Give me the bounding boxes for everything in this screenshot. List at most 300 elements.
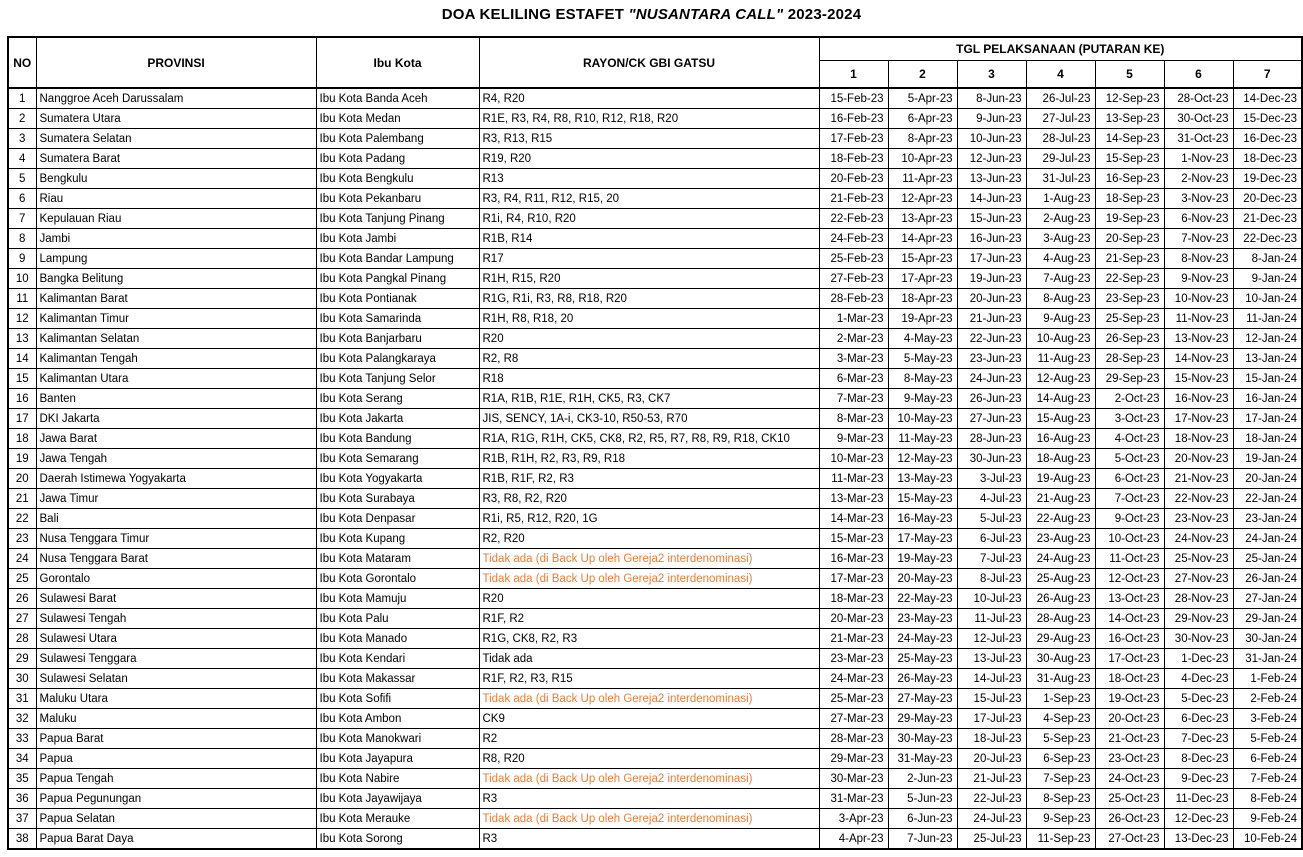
header-putaran-7: 7 (1233, 61, 1302, 89)
cell-rayon: R2, R20 (479, 529, 819, 549)
cell-date-putaran-3: 17-Jun-23 (957, 249, 1026, 269)
table-row (8, 169, 1302, 189)
cell-date-putaran-5: 23-Oct-23 (1095, 749, 1164, 769)
cell-date-putaran-3: 13-Jun-23 (957, 169, 1026, 189)
cell-no: 16 (8, 389, 36, 409)
cell-provinsi: Nanggroe Aceh Darussalam (36, 88, 316, 109)
cell-date-putaran-3: 10-Jun-23 (957, 129, 1026, 149)
cell-date-putaran-1: 11-Mar-23 (819, 469, 888, 489)
cell-date-putaran-2: 25-May-23 (888, 649, 957, 669)
cell-provinsi: Maluku Utara (36, 689, 316, 709)
cell-ibu-kota: Ibu Kota Bengkulu (316, 169, 479, 189)
table-row (8, 469, 1302, 489)
cell-date-putaran-4: 26-Aug-23 (1026, 589, 1095, 609)
table-row (8, 269, 1302, 289)
cell-date-putaran-2: 4-May-23 (888, 329, 957, 349)
cell-date-putaran-5: 24-Oct-23 (1095, 769, 1164, 789)
cell-date-putaran-2: 10-Apr-23 (888, 149, 957, 169)
cell-date-putaran-7: 13-Jan-24 (1233, 349, 1302, 369)
cell-provinsi: Sumatera Selatan (36, 129, 316, 149)
cell-date-putaran-4: 11-Aug-23 (1026, 349, 1095, 369)
cell-provinsi: Papua Tengah (36, 769, 316, 789)
table-row (8, 189, 1302, 209)
cell-date-putaran-5: 11-Oct-23 (1095, 549, 1164, 569)
cell-date-putaran-4: 1-Aug-23 (1026, 189, 1095, 209)
cell-date-putaran-3: 16-Jun-23 (957, 229, 1026, 249)
cell-date-putaran-5: 22-Sep-23 (1095, 269, 1164, 289)
cell-date-putaran-1: 7-Mar-23 (819, 389, 888, 409)
cell-date-putaran-6: 28-Nov-23 (1164, 589, 1233, 609)
cell-date-putaran-5: 2-Oct-23 (1095, 389, 1164, 409)
cell-date-putaran-1: 15-Mar-23 (819, 529, 888, 549)
cell-no: 23 (8, 529, 36, 549)
cell-date-putaran-7: 19-Dec-23 (1233, 169, 1302, 189)
cell-date-putaran-3: 30-Jun-23 (957, 449, 1026, 469)
cell-no: 18 (8, 429, 36, 449)
cell-date-putaran-2: 7-Jun-23 (888, 829, 957, 850)
cell-date-putaran-3: 8-Jul-23 (957, 569, 1026, 589)
cell-ibu-kota: Ibu Kota Palangkaraya (316, 349, 479, 369)
table-row (8, 389, 1302, 409)
cell-ibu-kota: Ibu Kota Kendari (316, 649, 479, 669)
cell-date-putaran-7: 24-Jan-24 (1233, 529, 1302, 549)
cell-date-putaran-2: 10-May-23 (888, 409, 957, 429)
cell-date-putaran-6: 8-Nov-23 (1164, 249, 1233, 269)
cell-ibu-kota: Ibu Kota Surabaya (316, 489, 479, 509)
table-row (8, 289, 1302, 309)
header-putaran-1: 1 (819, 61, 888, 89)
cell-date-putaran-1: 3-Mar-23 (819, 349, 888, 369)
cell-date-putaran-4: 31-Jul-23 (1026, 169, 1095, 189)
cell-date-putaran-4: 21-Aug-23 (1026, 489, 1095, 509)
cell-date-putaran-6: 1-Nov-23 (1164, 149, 1233, 169)
table-header (8, 37, 1302, 88)
cell-ibu-kota: Ibu Kota Yogyakarta (316, 469, 479, 489)
cell-no: 37 (8, 809, 36, 829)
cell-date-putaran-7: 25-Jan-24 (1233, 549, 1302, 569)
cell-rayon: R1H, R8, R18, 20 (479, 309, 819, 329)
cell-date-putaran-5: 28-Sep-23 (1095, 349, 1164, 369)
table-row (8, 149, 1302, 169)
cell-rayon: R18 (479, 369, 819, 389)
cell-date-putaran-4: 2-Aug-23 (1026, 209, 1095, 229)
cell-date-putaran-2: 5-May-23 (888, 349, 957, 369)
cell-date-putaran-7: 10-Feb-24 (1233, 829, 1302, 850)
cell-date-putaran-4: 11-Sep-23 (1026, 829, 1095, 850)
cell-rayon: R8, R20 (479, 749, 819, 769)
cell-date-putaran-5: 27-Oct-23 (1095, 829, 1164, 850)
cell-date-putaran-7: 29-Jan-24 (1233, 609, 1302, 629)
cell-date-putaran-6: 9-Dec-23 (1164, 769, 1233, 789)
cell-provinsi: Sulawesi Barat (36, 589, 316, 609)
cell-provinsi: Papua Barat Daya (36, 829, 316, 850)
cell-ibu-kota: Ibu Kota Medan (316, 109, 479, 129)
cell-date-putaran-5: 5-Oct-23 (1095, 449, 1164, 469)
cell-no: 9 (8, 249, 36, 269)
cell-rayon: R20 (479, 329, 819, 349)
cell-provinsi: Nusa Tenggara Timur (36, 529, 316, 549)
cell-date-putaran-4: 25-Aug-23 (1026, 569, 1095, 589)
cell-date-putaran-4: 5-Sep-23 (1026, 729, 1095, 749)
cell-date-putaran-3: 14-Jun-23 (957, 189, 1026, 209)
page-title (0, 0, 1303, 23)
cell-date-putaran-6: 29-Nov-23 (1164, 609, 1233, 629)
cell-date-putaran-7: 31-Jan-24 (1233, 649, 1302, 669)
cell-date-putaran-3: 5-Jul-23 (957, 509, 1026, 529)
cell-date-putaran-3: 19-Jun-23 (957, 269, 1026, 289)
cell-date-putaran-1: 4-Apr-23 (819, 829, 888, 850)
cell-date-putaran-6: 31-Oct-23 (1164, 129, 1233, 149)
cell-rayon: CK9 (479, 709, 819, 729)
cell-ibu-kota: Ibu Kota Manokwari (316, 729, 479, 749)
cell-date-putaran-2: 16-May-23 (888, 509, 957, 529)
cell-date-putaran-6: 23-Nov-23 (1164, 509, 1233, 529)
table-row (8, 749, 1302, 769)
cell-date-putaran-7: 9-Jan-24 (1233, 269, 1302, 289)
header-row-top (8, 37, 1302, 61)
cell-date-putaran-6: 12-Dec-23 (1164, 809, 1233, 829)
cell-date-putaran-1: 28-Mar-23 (819, 729, 888, 749)
cell-date-putaran-3: 7-Jul-23 (957, 549, 1026, 569)
cell-date-putaran-2: 13-May-23 (888, 469, 957, 489)
table-row (8, 409, 1302, 429)
cell-no: 36 (8, 789, 36, 809)
cell-date-putaran-2: 6-Apr-23 (888, 109, 957, 129)
cell-date-putaran-6: 18-Nov-23 (1164, 429, 1233, 449)
cell-no: 27 (8, 609, 36, 629)
table-row (8, 669, 1302, 689)
cell-date-putaran-1: 31-Mar-23 (819, 789, 888, 809)
cell-date-putaran-1: 13-Mar-23 (819, 489, 888, 509)
cell-rayon: R1A, R1G, R1H, CK5, CK8, R2, R5, R7, R8, R9, R18, CK10 (479, 429, 819, 449)
cell-date-putaran-5: 15-Sep-23 (1095, 149, 1164, 169)
cell-date-putaran-2: 9-May-23 (888, 389, 957, 409)
cell-date-putaran-5: 16-Sep-23 (1095, 169, 1164, 189)
cell-date-putaran-7: 15-Jan-24 (1233, 369, 1302, 389)
cell-date-putaran-6: 10-Nov-23 (1164, 289, 1233, 309)
cell-rayon: R19, R20 (479, 149, 819, 169)
cell-date-putaran-2: 19-May-23 (888, 549, 957, 569)
table-row (8, 88, 1302, 109)
cell-date-putaran-1: 8-Mar-23 (819, 409, 888, 429)
cell-provinsi: Kalimantan Timur (36, 309, 316, 329)
cell-date-putaran-4: 14-Aug-23 (1026, 389, 1095, 409)
cell-date-putaran-2: 5-Jun-23 (888, 789, 957, 809)
cell-date-putaran-6: 5-Dec-23 (1164, 689, 1233, 709)
cell-no: 2 (8, 109, 36, 129)
cell-date-putaran-7: 5-Feb-24 (1233, 729, 1302, 749)
cell-date-putaran-2: 6-Jun-23 (888, 809, 957, 829)
cell-date-putaran-1: 9-Mar-23 (819, 429, 888, 449)
cell-date-putaran-1: 6-Mar-23 (819, 369, 888, 389)
cell-ibu-kota: Ibu Kota Pekanbaru (316, 189, 479, 209)
cell-rayon: R1G, CK8, R2, R3 (479, 629, 819, 649)
cell-date-putaran-3: 26-Jun-23 (957, 389, 1026, 409)
cell-date-putaran-4: 4-Aug-23 (1026, 249, 1095, 269)
cell-rayon: R13 (479, 169, 819, 189)
cell-ibu-kota: Ibu Kota Jakarta (316, 409, 479, 429)
cell-date-putaran-6: 20-Nov-23 (1164, 449, 1233, 469)
cell-date-putaran-7: 19-Jan-24 (1233, 449, 1302, 469)
cell-date-putaran-3: 4-Jul-23 (957, 489, 1026, 509)
title-suffix: 2023-2024 (783, 6, 862, 23)
cell-date-putaran-5: 19-Sep-23 (1095, 209, 1164, 229)
cell-rayon: R1A, R1B, R1E, R1H, CK5, R3, CK7 (479, 389, 819, 409)
cell-date-putaran-5: 13-Oct-23 (1095, 589, 1164, 609)
cell-date-putaran-1: 10-Mar-23 (819, 449, 888, 469)
cell-date-putaran-4: 29-Aug-23 (1026, 629, 1095, 649)
cell-date-putaran-3: 21-Jun-23 (957, 309, 1026, 329)
cell-no: 7 (8, 209, 36, 229)
cell-date-putaran-7: 2-Feb-24 (1233, 689, 1302, 709)
cell-date-putaran-3: 28-Jun-23 (957, 429, 1026, 449)
table-row (8, 429, 1302, 449)
table-row (8, 369, 1302, 389)
cell-date-putaran-5: 12-Oct-23 (1095, 569, 1164, 589)
cell-date-putaran-6: 22-Nov-23 (1164, 489, 1233, 509)
cell-date-putaran-1: 24-Feb-23 (819, 229, 888, 249)
cell-provinsi: Bali (36, 509, 316, 529)
cell-date-putaran-4: 8-Aug-23 (1026, 289, 1095, 309)
cell-date-putaran-5: 14-Sep-23 (1095, 129, 1164, 149)
cell-date-putaran-3: 15-Jul-23 (957, 689, 1026, 709)
cell-no: 8 (8, 229, 36, 249)
cell-date-putaran-7: 16-Jan-24 (1233, 389, 1302, 409)
cell-date-putaran-6: 2-Nov-23 (1164, 169, 1233, 189)
cell-date-putaran-4: 7-Aug-23 (1026, 269, 1095, 289)
table-row (8, 569, 1302, 589)
cell-date-putaran-7: 15-Dec-23 (1233, 109, 1302, 129)
cell-date-putaran-2: 26-May-23 (888, 669, 957, 689)
cell-date-putaran-7: 17-Jan-24 (1233, 409, 1302, 429)
cell-date-putaran-2: 5-Apr-23 (888, 88, 957, 109)
cell-date-putaran-7: 14-Dec-23 (1233, 88, 1302, 109)
cell-date-putaran-5: 14-Oct-23 (1095, 609, 1164, 629)
cell-date-putaran-1: 1-Mar-23 (819, 309, 888, 329)
cell-date-putaran-2: 11-Apr-23 (888, 169, 957, 189)
cell-provinsi: Kalimantan Selatan (36, 329, 316, 349)
cell-date-putaran-6: 4-Dec-23 (1164, 669, 1233, 689)
cell-date-putaran-2: 8-Apr-23 (888, 129, 957, 149)
cell-provinsi: Banten (36, 389, 316, 409)
cell-date-putaran-2: 17-Apr-23 (888, 269, 957, 289)
cell-date-putaran-6: 16-Nov-23 (1164, 389, 1233, 409)
cell-date-putaran-3: 21-Jul-23 (957, 769, 1026, 789)
cell-ibu-kota: Ibu Kota Palu (316, 609, 479, 629)
cell-date-putaran-7: 20-Jan-24 (1233, 469, 1302, 489)
cell-no: 22 (8, 509, 36, 529)
cell-date-putaran-1: 28-Feb-23 (819, 289, 888, 309)
cell-provinsi: Jambi (36, 229, 316, 249)
cell-provinsi: Kalimantan Barat (36, 289, 316, 309)
cell-date-putaran-3: 13-Jul-23 (957, 649, 1026, 669)
cell-date-putaran-6: 13-Dec-23 (1164, 829, 1233, 850)
cell-date-putaran-3: 6-Jul-23 (957, 529, 1026, 549)
cell-date-putaran-1: 16-Feb-23 (819, 109, 888, 129)
cell-date-putaran-2: 31-May-23 (888, 749, 957, 769)
cell-date-putaran-6: 11-Nov-23 (1164, 309, 1233, 329)
cell-ibu-kota: Ibu Kota Merauke (316, 809, 479, 829)
header-provinsi: PROVINSI (36, 37, 316, 88)
cell-no: 21 (8, 489, 36, 509)
cell-no: 14 (8, 349, 36, 369)
table-row (8, 209, 1302, 229)
table-row (8, 589, 1302, 609)
cell-ibu-kota: Ibu Kota Padang (316, 149, 479, 169)
cell-date-putaran-5: 17-Oct-23 (1095, 649, 1164, 669)
cell-date-putaran-5: 7-Oct-23 (1095, 489, 1164, 509)
cell-date-putaran-2: 14-Apr-23 (888, 229, 957, 249)
cell-no: 4 (8, 149, 36, 169)
table-row (8, 249, 1302, 269)
cell-date-putaran-1: 14-Mar-23 (819, 509, 888, 529)
cell-no: 15 (8, 369, 36, 389)
cell-date-putaran-7: 1-Feb-24 (1233, 669, 1302, 689)
cell-provinsi: Sulawesi Tengah (36, 609, 316, 629)
table-row (8, 309, 1302, 329)
cell-date-putaran-1: 27-Feb-23 (819, 269, 888, 289)
cell-rayon: R1B, R1H, R2, R3, R9, R18 (479, 449, 819, 469)
cell-rayon: Tidak ada (di Back Up oleh Gereja2 interdenominasi) (479, 689, 819, 709)
cell-date-putaran-7: 12-Jan-24 (1233, 329, 1302, 349)
cell-date-putaran-4: 18-Aug-23 (1026, 449, 1095, 469)
cell-ibu-kota: Ibu Kota Serang (316, 389, 479, 409)
cell-ibu-kota: Ibu Kota Sofifi (316, 689, 479, 709)
cell-date-putaran-1: 17-Feb-23 (819, 129, 888, 149)
cell-date-putaran-4: 19-Aug-23 (1026, 469, 1095, 489)
cell-no: 20 (8, 469, 36, 489)
cell-no: 26 (8, 589, 36, 609)
header-ibu-kota: Ibu Kota (316, 37, 479, 88)
cell-date-putaran-7: 9-Feb-24 (1233, 809, 1302, 829)
cell-date-putaran-3: 12-Jun-23 (957, 149, 1026, 169)
cell-date-putaran-1: 20-Feb-23 (819, 169, 888, 189)
cell-date-putaran-6: 8-Dec-23 (1164, 749, 1233, 769)
cell-date-putaran-1: 17-Mar-23 (819, 569, 888, 589)
cell-rayon: Tidak ada (di Back Up oleh Gereja2 interdenominasi) (479, 549, 819, 569)
table-row (8, 729, 1302, 749)
header-rayon: RAYON/CK GBI GATSU (479, 37, 819, 88)
cell-date-putaran-5: 10-Oct-23 (1095, 529, 1164, 549)
cell-ibu-kota: Ibu Kota Banda Aceh (316, 88, 479, 109)
cell-rayon: R1i, R4, R10, R20 (479, 209, 819, 229)
cell-rayon: R1B, R1F, R2, R3 (479, 469, 819, 489)
table-row (8, 449, 1302, 469)
cell-rayon: Tidak ada (di Back Up oleh Gereja2 interdenominasi) (479, 769, 819, 789)
cell-date-putaran-7: 27-Jan-24 (1233, 589, 1302, 609)
cell-date-putaran-3: 23-Jun-23 (957, 349, 1026, 369)
cell-date-putaran-2: 11-May-23 (888, 429, 957, 449)
cell-date-putaran-4: 3-Aug-23 (1026, 229, 1095, 249)
cell-date-putaran-7: 11-Jan-24 (1233, 309, 1302, 329)
cell-ibu-kota: Ibu Kota Denpasar (316, 509, 479, 529)
cell-date-putaran-1: 23-Mar-23 (819, 649, 888, 669)
cell-date-putaran-1: 2-Mar-23 (819, 329, 888, 349)
table-row (8, 489, 1302, 509)
cell-date-putaran-7: 7-Feb-24 (1233, 769, 1302, 789)
cell-date-putaran-6: 9-Nov-23 (1164, 269, 1233, 289)
cell-ibu-kota: Ibu Kota Mataram (316, 549, 479, 569)
cell-rayon: R1F, R2 (479, 609, 819, 629)
table-row (8, 769, 1302, 789)
cell-date-putaran-4: 24-Aug-23 (1026, 549, 1095, 569)
cell-date-putaran-6: 11-Dec-23 (1164, 789, 1233, 809)
cell-provinsi: Nusa Tenggara Barat (36, 549, 316, 569)
cell-date-putaran-7: 21-Dec-23 (1233, 209, 1302, 229)
cell-date-putaran-2: 22-May-23 (888, 589, 957, 609)
cell-ibu-kota: Ibu Kota Pangkal Pinang (316, 269, 479, 289)
cell-no: 35 (8, 769, 36, 789)
cell-no: 13 (8, 329, 36, 349)
cell-rayon: R3 (479, 829, 819, 850)
header-putaran-3: 3 (957, 61, 1026, 89)
table-row (8, 549, 1302, 569)
cell-date-putaran-1: 15-Feb-23 (819, 88, 888, 109)
cell-date-putaran-1: 24-Mar-23 (819, 669, 888, 689)
cell-rayon: R1H, R15, R20 (479, 269, 819, 289)
cell-date-putaran-4: 28-Jul-23 (1026, 129, 1095, 149)
cell-date-putaran-3: 14-Jul-23 (957, 669, 1026, 689)
cell-date-putaran-3: 25-Jul-23 (957, 829, 1026, 850)
cell-provinsi: Jawa Tengah (36, 449, 316, 469)
cell-date-putaran-3: 10-Jul-23 (957, 589, 1026, 609)
cell-date-putaran-7: 3-Feb-24 (1233, 709, 1302, 729)
cell-provinsi: Riau (36, 189, 316, 209)
cell-ibu-kota: Ibu Kota Samarinda (316, 309, 479, 329)
cell-date-putaran-2: 19-Apr-23 (888, 309, 957, 329)
cell-ibu-kota: Ibu Kota Gorontalo (316, 569, 479, 589)
cell-no: 24 (8, 549, 36, 569)
cell-ibu-kota: Ibu Kota Bandar Lampung (316, 249, 479, 269)
cell-rayon: Tidak ada (479, 649, 819, 669)
cell-date-putaran-3: 18-Jul-23 (957, 729, 1026, 749)
cell-date-putaran-6: 13-Nov-23 (1164, 329, 1233, 349)
cell-date-putaran-2: 13-Apr-23 (888, 209, 957, 229)
cell-date-putaran-6: 6-Nov-23 (1164, 209, 1233, 229)
cell-date-putaran-6: 7-Dec-23 (1164, 729, 1233, 749)
cell-date-putaran-6: 1-Dec-23 (1164, 649, 1233, 669)
cell-date-putaran-7: 8-Jan-24 (1233, 249, 1302, 269)
cell-date-putaran-1: 29-Mar-23 (819, 749, 888, 769)
cell-date-putaran-1: 25-Feb-23 (819, 249, 888, 269)
title-italic: "NUSANTARA CALL" (628, 6, 784, 23)
cell-date-putaran-6: 27-Nov-23 (1164, 569, 1233, 589)
cell-date-putaran-3: 22-Jun-23 (957, 329, 1026, 349)
cell-date-putaran-2: 12-May-23 (888, 449, 957, 469)
cell-ibu-kota: Ibu Kota Kupang (316, 529, 479, 549)
cell-date-putaran-4: 7-Sep-23 (1026, 769, 1095, 789)
table-row (8, 629, 1302, 649)
cell-date-putaran-4: 28-Aug-23 (1026, 609, 1095, 629)
cell-ibu-kota: Ibu Kota Makassar (316, 669, 479, 689)
cell-date-putaran-5: 3-Oct-23 (1095, 409, 1164, 429)
cell-date-putaran-3: 24-Jul-23 (957, 809, 1026, 829)
cell-no: 12 (8, 309, 36, 329)
table-row (8, 829, 1302, 850)
table-row (8, 129, 1302, 149)
cell-date-putaran-1: 3-Apr-23 (819, 809, 888, 829)
header-putaran-2: 2 (888, 61, 957, 89)
cell-date-putaran-7: 16-Dec-23 (1233, 129, 1302, 149)
cell-date-putaran-3: 8-Jun-23 (957, 88, 1026, 109)
cell-date-putaran-5: 26-Sep-23 (1095, 329, 1164, 349)
cell-no: 30 (8, 669, 36, 689)
cell-no: 31 (8, 689, 36, 709)
table-row (8, 349, 1302, 369)
header-putaran-6: 6 (1164, 61, 1233, 89)
cell-date-putaran-5: 6-Oct-23 (1095, 469, 1164, 489)
cell-ibu-kota: Ibu Kota Banjarbaru (316, 329, 479, 349)
